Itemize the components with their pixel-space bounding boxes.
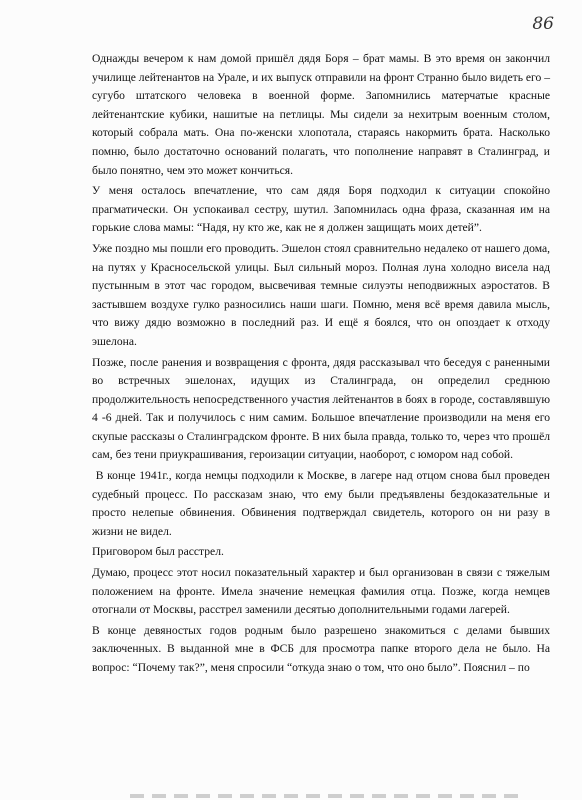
- paragraph: Позже, после ранения и возвращения с фронта, дядя рассказывал что беседуя с раненными во встречных эшелонах, идущих из Сталинграда, он определил среднюю продолжительность непосредственного участия лейтенантов в боях в городе, составлявшую 4 -6 дней. Так и получилось с ним самим. Большое впечатление производили на меня его скупые рассказы о Сталинградском фронте. В них была правда, только то, через что прошёл сам, без тени приукрашивания, героизации ситуации, наоборот, с юмором над собой.: [92, 355, 550, 462]
- paragraph: Приговором был расстрел.: [92, 545, 224, 559]
- paragraph: У меня осталось впечатление, что сам дядя Боря подходил к ситуации спокойно прагматически. Он успокаивал сестру, шутил. Запомнилась одна фраза, сказанная им на горькие слова мамы: “Надя, ну кто же, как не я должен защищать моих детей”.: [92, 184, 550, 235]
- paragraph: Однажды вечером к нам домой пришёл дядя Боря – брат мамы. В это время он закончил училище лейтенантов на Урале, и их выпуск отправили на фронт Странно было видеть его – сугубо штатского человека в военной форме. Запомнились матерчатые красные лейтенантские кубики, нашитые на петлицы. Мы сидели за нехитрым военным столом, который собрала мать. Она по-женски хлопотала, стараясь накормить брата. Насколько помню, было достаточно оснований полагать, что пополнение направят в Сталинград, и было понятно, чем это может кончиться.: [92, 52, 550, 177]
- page-number: 86: [532, 14, 554, 34]
- paragraph: В конце девяностых годов родным было разрешено знакомиться с делами бывших заключенных. В выданной мне в ФСБ для просмотра папке второго дела не было. На вопрос: “Почему так?”, меня спросили “откуда знаю о том, что оно было”. Пояснил – по: [92, 623, 550, 674]
- paragraph: Уже поздно мы пошли его проводить. Эшелон стоял сравнительно недалеко от нашего дома, на путях у Красносельской улицы. Был сильный мороз. Полная луна холодно висела над пустынным в этот час городом, высвечивая темные силуэты неподвижных аэростатов. В застывшем воздухе гулко разносились наши шаги. Помню, меня всё время давила мысль, что вижу дядю возможно в последний раз. И ещё я боялся, что он опоздает к отходу эшелона.: [92, 241, 550, 348]
- paragraph: Думаю, процесс этот носил показательный характер и был организован в связи с тяжелым положением на фронте. Имела значение немецкая фамилия отца. Позже, когда немцев отогнали от Москвы, расстрел заменили десятью дополнительными годами лагерей.: [92, 566, 550, 617]
- document-body: [92, 50, 553, 680]
- scan-artifact: [130, 794, 522, 798]
- paragraph: В конце 1941г., когда немцы подходили к Москве, в лагере над отцом снова был проведен судебный процесс. По рассказам знаю, что ему были предъявлены бездоказательные и просто нелепые обвинения. Обвинения подтверждал свидетель, которого он ни разу в жизни не видел.: [92, 469, 553, 538]
